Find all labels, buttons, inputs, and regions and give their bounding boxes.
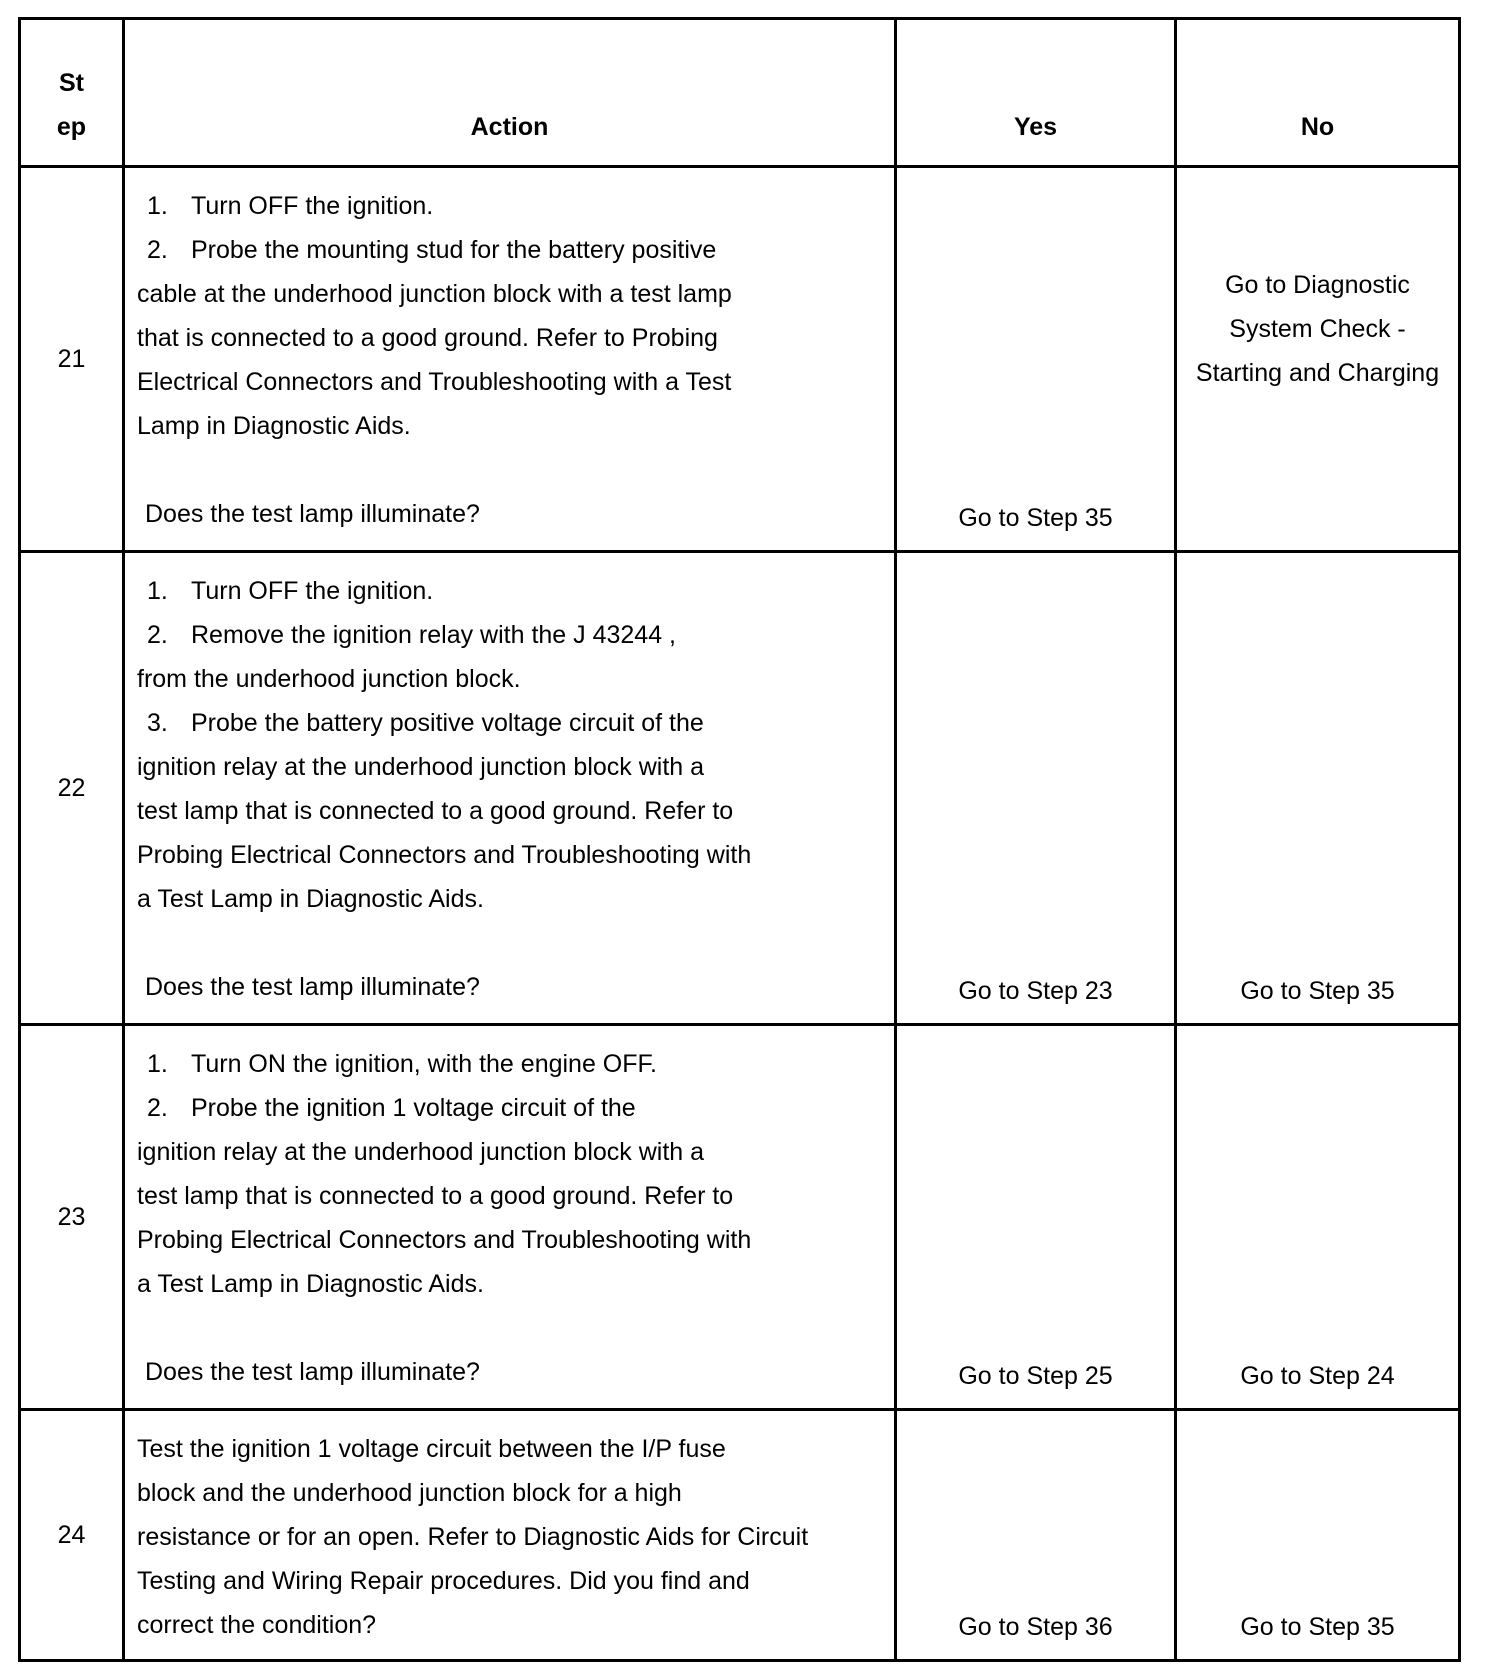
header-row: [20, 19, 1460, 167]
action-cell: [124, 1410, 896, 1661]
action-line: Lamp in Diagnostic Aids.: [137, 412, 411, 440]
action-line: resistance or for an open. Refer to Diagnostic Aids for Circuit: [137, 1523, 809, 1551]
no-line: Go to Diagnostic: [1225, 271, 1410, 299]
action-line: 2. Remove the ignition relay with the J 43244 ,: [147, 621, 676, 649]
action-line: 1. Turn OFF the ignition.: [147, 192, 434, 220]
step-number: 23: [20, 1025, 124, 1410]
diagnostic-table: [18, 17, 1461, 1662]
step-number: 22: [20, 552, 124, 1025]
action-cell: [124, 552, 896, 1025]
no-line: System Check -: [1229, 315, 1406, 343]
action-line: Test the ignition 1 voltage circuit between the I/P fuse: [137, 1435, 726, 1463]
action-line: test lamp that is connected to a good ground. Refer to: [137, 1182, 734, 1210]
action-line: 2. Probe the mounting stud for the battery positive: [147, 236, 717, 264]
header-yes: Yes: [896, 19, 1176, 167]
yes-cell: Go to Step 36: [896, 1410, 1176, 1661]
action-line: block and the underhood junction block for a high: [137, 1479, 682, 1507]
action-line: test lamp that is connected to a good ground. Refer to: [137, 797, 734, 825]
action-line: 2. Probe the ignition 1 voltage circuit of the: [147, 1094, 636, 1122]
action-question: Does the test lamp illuminate?: [145, 1358, 480, 1386]
action-line: Probing Electrical Connectors and Troubleshooting with: [137, 1226, 752, 1254]
action-cell: [124, 1025, 896, 1410]
action-line: 1. Turn ON the ignition, with the engine OFF.: [147, 1050, 657, 1078]
table-row: [20, 167, 1460, 552]
action-line: correct the condition?: [137, 1611, 377, 1639]
no-cell: Go to Step 35: [1176, 552, 1460, 1025]
action-line: ignition relay at the underhood junction block with a: [137, 1138, 705, 1166]
table-row: [20, 1025, 1460, 1410]
action-line: a Test Lamp in Diagnostic Aids.: [137, 1270, 484, 1298]
no-cell: [1176, 167, 1460, 552]
yes-cell: Go to Step 23: [896, 552, 1176, 1025]
no-cell: Go to Step 35: [1176, 1410, 1460, 1661]
action-line: that is connected to a good ground. Refer to Probing: [137, 324, 718, 352]
action-line: 1. Turn OFF the ignition.: [147, 577, 434, 605]
step-number: 24: [20, 1410, 124, 1661]
no-cell: Go to Step 24: [1176, 1025, 1460, 1410]
action-line: Electrical Connectors and Troubleshooting with a Test: [137, 368, 732, 396]
action-line: cable at the underhood junction block with a test lamp: [137, 280, 732, 308]
table-row: [20, 1410, 1460, 1661]
header-no: No: [1176, 19, 1460, 167]
header-action: Action: [124, 19, 896, 167]
yes-cell: Go to Step 25: [896, 1025, 1176, 1410]
header-step: [20, 19, 124, 167]
action-line: from the underhood junction block.: [137, 665, 521, 693]
step-number: 21: [20, 167, 124, 552]
action-line: a Test Lamp in Diagnostic Aids.: [137, 885, 484, 913]
yes-cell: Go to Step 35: [896, 167, 1176, 552]
action-line: Probing Electrical Connectors and Troubleshooting with: [137, 841, 752, 869]
action-line: 3. Probe the battery positive voltage circuit of the: [147, 709, 704, 737]
action-line: ignition relay at the underhood junction block with a: [137, 753, 705, 781]
action-question: Does the test lamp illuminate?: [145, 500, 480, 528]
action-cell: [124, 167, 896, 552]
table-row: [20, 552, 1460, 1025]
no-line: Starting and Charging: [1195, 359, 1440, 387]
header-step-line1: St: [59, 69, 84, 97]
header-step-line2: ep: [56, 113, 87, 141]
action-question: Does the test lamp illuminate?: [145, 973, 480, 1001]
action-line: Testing and Wiring Repair procedures. Did you find and: [137, 1567, 750, 1595]
